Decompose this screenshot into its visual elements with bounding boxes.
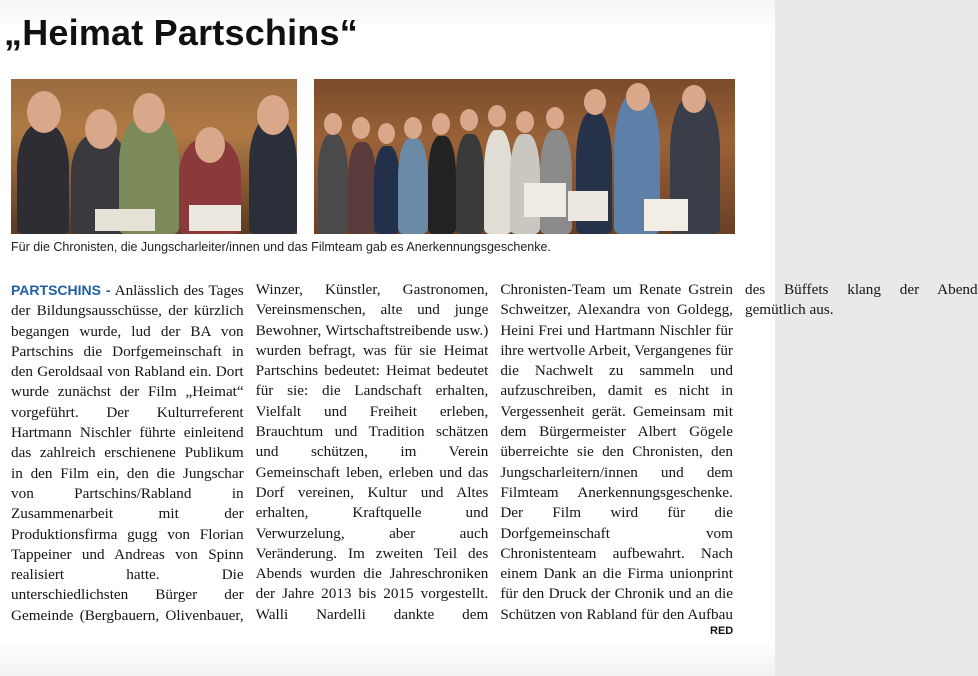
article-text: Anlässlich des Tages der Bildungsausschüsse, der kürzlich begangen wurde, lud der BA von Partschins die Dorfgemeinschaft in den Geroldsaal von Rabland ein. Dort wurde zunächst der Film „Heimat“ vorgeführt. Der Kulturreferent Hartmann Nischler führte einleitend das zahlreich erschienene Publikum in den Film ein, den die Jungschar von Partschins/Rabland in Zusammenarbeit mit der Produktionsfirma gugg von Florian Tappeiner und Andreas von Spinn realisiert hatte. Die unterschiedlichsten Bürger der Gemeinde (Bergbauern, Olivenbauer, Winzer, Künstler, Gastronomen, Vereinsmenschen, alte und junge Bewohner, Wirtschaftstreibende usw.) wurden befragt, was für sie Heimat Partschins bedeutet: Heimat bedeutet für sie: die Landschaft erhalten, Vielfalt und Freiheit erleben, Brauchtum und Tradition schätzen und schützen, im Verein Gemeinschaft leben, erleben und das Dorf vereinen, Kultur und Altes erhalten, Kraftquelle und Verwurzelung, aber auch Veränderung. Im zweiten Teil des Abends wurden die Jahreschroniken der Jahre 2013 bis 2015 vorgestellt. Walli Nardelli dankte dem Chronisten-Team um Renate Gstrein Schweitzer, Alexandra von Goldegg, Heini Frei und Hartmann Nischler für ihre wertvolle Arbeit, Vergangenes für die Nachwelt zu sammeln und aufzuschreiben, damit es nicht in Vergessenheit gerät. Gemeinsam mit dem Bürgermeister Albert Gögele überreichte sie den Chronisten, den Jungscharleitern/innen und dem Filmteam Anerkennungsgeschenke. Der Film wird für die Dorfgemeinschaft vom Chronistenteam aufbewahrt. Nach einem Dank an die Firma unionprint für den Druck der Chronik und an die Schützen von Rabland für den Aufbau des Büffets klang der Abend gemütlich aus. — [11, 281, 978, 624]
dateline: PARTSCHINS - — [11, 282, 111, 298]
headline: „Heimat Partschins“ — [4, 12, 358, 53]
photo-award-group-right — [314, 79, 735, 234]
author-signature: RED — [710, 625, 734, 637]
photo-award-group-left — [11, 79, 297, 234]
photo-caption: Für die Chronisten, die Jungscharleiter/innen und das Filmteam gab es Anerkennungsgeschenke. — [11, 240, 551, 254]
article-body — [11, 280, 978, 642]
article-body-columns — [11, 280, 978, 642]
